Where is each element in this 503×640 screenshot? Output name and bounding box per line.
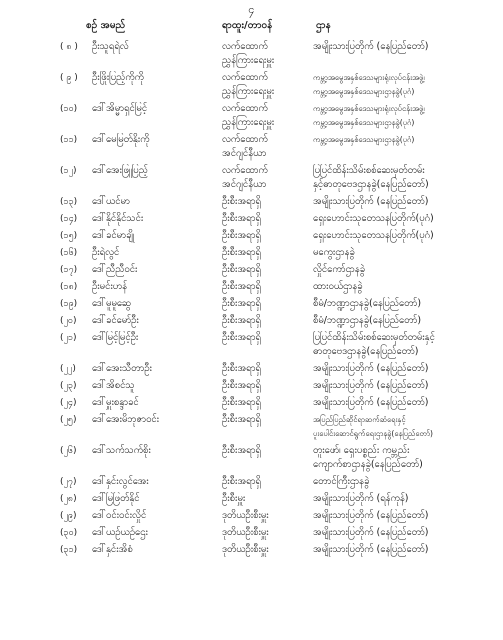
row-name: ဒေါ်ခင်မာချို (92, 230, 135, 241)
row-serial: (၂၄) (60, 398, 77, 408)
row-role-line: လက်ထောက် (222, 134, 268, 145)
row-name: ဒေါ်အေးသီတာဦး (92, 363, 152, 374)
row-role-line: ဦးစီးအရာရှိ (222, 476, 261, 487)
row-role-line: ဦးစီးအရာရှိ (222, 281, 261, 292)
row-department (313, 526, 498, 540)
row-department-line: မကွေးဌာနခွဲ (313, 247, 355, 258)
row-department-line: အပြည်ပြည်ဆိုင်ရာဆက်ဆံရေးနှင့် (313, 415, 406, 424)
row-role (222, 526, 310, 540)
table-header (0, 18, 503, 34)
row-role-line: ဦးစီးအရာရှိ (222, 397, 261, 408)
row-name: ဒေါ်အိစင်သူ (92, 380, 135, 391)
row-department-line: တူးဖော်၊ ရှေးပစ္စည်း ကမ္ဘည်း (313, 445, 410, 456)
header-serial-name: စဉ် အမည် (86, 20, 126, 31)
row-name: ဒေါ်မြဖြတ်နိုင် (92, 493, 140, 504)
row-name: ဒေါ်မြင့်မြင့်ဦး (92, 332, 139, 343)
row-name: ဒေါ်အိမ္မာရှင်မြင့် (92, 103, 148, 114)
row-name: ဒေါ်အေးဖြူပြည့် (92, 165, 148, 176)
table-row (0, 246, 503, 260)
row-department (313, 263, 498, 277)
row-role (222, 362, 310, 376)
row-department (313, 164, 498, 192)
row-department-line: ရှေးဟောင်းသုတေသနပြတိုက်(ပုဂံ) (313, 213, 434, 224)
row-serial: (၁၈) (60, 282, 78, 292)
row-role-line: ဦးစီးအရာရှိ (222, 332, 261, 343)
row-name: ဒေါ်ယဉ်ယဉ်ဌေး (92, 527, 148, 538)
table-row (0, 413, 503, 441)
row-role-line: ညွှန်ကြားရေးမှူး (222, 55, 275, 66)
row-role-line: ဦးစီးအရာရှိ (222, 380, 261, 391)
row-department (313, 229, 498, 243)
row-department-line: အမျိုးသားပြတိုက် (နေပြည်တော်) (313, 397, 429, 408)
row-role (222, 40, 310, 68)
row-serial: (၂၉) (60, 511, 77, 521)
table-row (0, 297, 503, 311)
table-row (0, 263, 503, 277)
row-department-line: ပူးပေါင်းဆောင်ရွက်ရေးဌာနခွဲ(နေပြည်တော်) (313, 429, 433, 438)
row-department-line: အမျိုးသားပြတိုက် (ရန်ကုန်) (313, 493, 409, 504)
row-department (313, 246, 498, 260)
row-name: ဒေါ်ညီညီဝင်း (92, 264, 138, 275)
row-role-line: ဦးစီးအရာရှိ (222, 264, 261, 275)
row-name: ဒေါ်နှင်းလွင်အေး (92, 476, 149, 487)
row-department-line: ကမ္ဘာ့အမွေအနှစ်ဒေသများဌာနခွဲ(ပုဂံ) (313, 87, 415, 96)
row-role (222, 164, 310, 192)
row-name: ဒေါ်ယင်မာ (92, 196, 130, 207)
row-name: ဦးသူရရဲလ် (92, 41, 129, 52)
row-role-line: အင်ဂျင်နီယာ (222, 148, 267, 159)
table-row (0, 40, 503, 68)
row-department-line: အမျိုးသားပြတိုက် (နေပြည်တော်) (313, 527, 429, 538)
row-department-line: အမျိုးသားပြတိုက် (နေပြည်တော်) (313, 196, 429, 207)
row-role (222, 263, 310, 277)
row-name: ဒေါ်နိုင်နိုင်သင်း (92, 213, 144, 224)
row-role (222, 297, 310, 311)
table-row (0, 379, 503, 393)
row-department (313, 40, 498, 54)
row-department (313, 413, 498, 441)
row-role (222, 444, 310, 458)
row-department (313, 362, 498, 376)
table-row (0, 492, 503, 506)
row-department-line: အမျိုးသားပြတိုက် (နေပြည်တော်) (313, 544, 429, 555)
row-role (222, 280, 310, 294)
row-department-line: ထားဝယ်ဌာနခွဲ (313, 281, 363, 292)
row-serial: (၃၀) (60, 528, 78, 538)
row-serial: (၁၀) (60, 104, 78, 114)
row-department (313, 475, 498, 489)
table-row (0, 164, 503, 192)
row-role-line: ဦးစီးအရာရှိ (222, 445, 261, 456)
row-name: ဒေါ်သက်သက်စိုး (92, 445, 151, 456)
row-role (222, 314, 310, 328)
row-serial: (၂၁) (60, 333, 77, 343)
row-department-line: အမျိုးသားပြတိုက် (နေပြည်တော်) (313, 363, 429, 374)
row-role-line: ဒုတိယဦးစီးမှူး (222, 544, 269, 555)
row-department-line: အမျိုးသားပြတိုက် (နေပြည်တော်) (313, 41, 429, 52)
row-name: ဒေါ်မူမူဆွေ (92, 298, 131, 309)
row-department-line: ကျောက်စာဌာနခွဲ(နေပြည်တော်) (313, 459, 423, 470)
row-serial: (၃၁) (60, 545, 78, 555)
row-department (313, 102, 498, 130)
row-name: ဒေါ်မေမြတ်နိုးကို (92, 134, 150, 145)
row-department-line: ကမ္ဘာ့အမွေအနှစ်ဒေသများရုံးလုပ်ငန်းအဖွဲ့၊ (313, 73, 425, 82)
row-serial: (၁၃) (60, 197, 78, 207)
row-name: ဦးမင်းဟန် (92, 281, 128, 292)
row-serial: (၂၈) (60, 494, 77, 504)
table-row (0, 509, 503, 523)
row-role-line: လက်ထောက် (222, 72, 268, 83)
row-department-line: စီမံ/ဘဏ္ဍာဌာနခွဲ(နေပြည်တော်) (313, 315, 422, 326)
row-serial: (၂၀) (60, 316, 77, 326)
row-department-line: ရှေးဟောင်းသုတေသနပြတိုက်(ပုဂံ) (313, 230, 434, 241)
table-row (0, 195, 503, 209)
row-role-line: လက်ထောက် (222, 103, 268, 114)
row-role (222, 379, 310, 393)
table-row (0, 229, 503, 243)
table-row (0, 71, 503, 99)
row-serial: (၂၂) (60, 364, 76, 374)
header-role: ရာထူး/တာဝန် (222, 20, 273, 31)
row-role-line: ညွှန်ကြားရေးမှူး (222, 117, 275, 128)
row-role-line: ဦးစီးအရာရှိ (222, 414, 261, 425)
header-department: ဌာန (316, 20, 331, 31)
table-row (0, 362, 503, 376)
row-department-line: ကမ္ဘာ့အမွေအနှစ်ဒေသများရုံးလုပ်ငန်းအဖွဲ့၊ (313, 104, 425, 113)
row-department-line: ကမ္ဘာ့အမွေအနှစ်ဒေသများဌာနခွဲ(ပုဂံ) (313, 135, 415, 144)
row-serial: (၁၆) (60, 248, 78, 258)
row-serial: ( ၉ ) (60, 73, 78, 83)
row-role (222, 413, 310, 427)
row-role-line: လက်ထောက် (222, 165, 268, 176)
row-role (222, 195, 310, 209)
row-serial: (၁၄) (60, 214, 78, 224)
table-row (0, 543, 503, 557)
row-name: ဒေါ်အေးမိဘုဇာဝင်း (92, 414, 160, 425)
row-department (313, 212, 498, 226)
row-role (222, 396, 310, 410)
row-name: ဒေါ်မှူးစန္ဒာခင် (92, 397, 139, 408)
table-row (0, 396, 503, 410)
row-department-line: လှိုင်ကော်ဌာနခွဲ (313, 264, 365, 275)
row-role (222, 212, 310, 226)
row-department-line: စီမံ/ဘဏ္ဍာဌာနခွဲ(နေပြည်တော်) (313, 298, 422, 309)
row-department-line: နှင့်ဓာတုဗေဒဌာနခွဲ(နေပြည်တော်) (313, 179, 429, 190)
table-row (0, 102, 503, 130)
row-serial: (၁၇) (60, 265, 78, 275)
row-role-line: ဒုတိယဦးစီးမှူး (222, 510, 269, 521)
row-role-line: ဦးစီးအရာရှိ (222, 315, 261, 326)
row-department (313, 195, 498, 209)
row-department (313, 379, 498, 393)
row-role-line: အင်ဂျင်နီယာ (222, 179, 267, 190)
table-row (0, 133, 503, 161)
row-role-line: ဦးစီးအရာရှိ (222, 247, 261, 258)
row-name: ဒေါ်ဝင်းဝင်းလှိုင် (92, 510, 147, 521)
row-role (222, 543, 310, 557)
row-department-line: ပြပြင်ထိန်းသိမ်းစစ်ဆေးမှတ်တမ်း (313, 165, 425, 176)
table-row (0, 212, 503, 226)
table-row (0, 314, 503, 328)
row-role (222, 133, 310, 161)
row-role-line: ဒုတိယဦးစီးမှူး (222, 527, 269, 538)
row-serial: (၁၂) (60, 166, 77, 176)
page-number: ၄ (248, 3, 255, 16)
row-role-line: ဦးစီးမှူး (222, 493, 246, 504)
row-role-line: ဦးစီးအရာရှိ (222, 196, 261, 207)
row-role-line: ဦးစီးအရာရှိ (222, 298, 261, 309)
row-name: ဦးရဲလွင် (92, 247, 120, 258)
row-role (222, 509, 310, 523)
table-row (0, 526, 503, 540)
row-serial: (၂၇) (60, 477, 77, 487)
row-department-line: တောင်ကြီးဌာနခွဲ (313, 476, 370, 487)
row-serial: (၁၁) (60, 135, 78, 145)
row-department-line: အမျိုးသားပြတိုက် (နေပြည်တော်) (313, 510, 429, 521)
row-serial: (၂၅) (60, 415, 77, 425)
row-role-line: လက်ထောက် (222, 41, 268, 52)
table-row (0, 444, 503, 472)
row-role-line: ဦးစီးအရာရှိ (222, 213, 261, 224)
row-role (222, 229, 310, 243)
row-serial: (၂၆) (60, 446, 77, 456)
row-department (313, 71, 498, 99)
row-department-line: ကမ္ဘာ့အမွေအနှစ်ဒေသများဌာနခွဲ(ပုဂံ) (313, 118, 415, 127)
row-department (313, 396, 498, 410)
row-department-line: ဓာတုဗေဒဌာနခွဲ(နေပြည်တော်) (313, 346, 419, 357)
row-name: ဒေါ်ခင်မော်ဦး (92, 315, 139, 326)
row-department (313, 492, 498, 506)
row-serial: (၂၃) (60, 381, 77, 391)
row-role (222, 71, 310, 99)
row-role-line: ဦးစီးအရာရှိ (222, 363, 261, 374)
row-department (313, 133, 498, 147)
row-role-line: ဦးစီးအရာရှိ (222, 230, 261, 241)
table-row (0, 475, 503, 489)
row-serial: (၁၉) (60, 299, 78, 309)
row-department (313, 509, 498, 523)
row-role (222, 331, 310, 345)
row-department-line: ပြပြင်ထိန်းသိမ်းစစ်ဆေးမှတ်တမ်းနှင့် (313, 332, 435, 343)
row-department (313, 314, 498, 328)
row-serial: ( ၈ ) (60, 42, 78, 52)
row-role (222, 246, 310, 260)
table-row (0, 280, 503, 294)
row-department (313, 297, 498, 311)
row-name: ဦးဖြိုးပြည့်ကိုကို (92, 72, 144, 83)
row-role-line: ညွှန်ကြားရေးမှူး (222, 86, 275, 97)
row-serial: (၁၅) (60, 231, 78, 241)
table-row (0, 331, 503, 359)
row-role (222, 475, 310, 489)
row-department-line: အမျိုးသားပြတိုက် (နေပြည်တော်) (313, 380, 429, 391)
row-department (313, 543, 498, 557)
row-role (222, 102, 310, 130)
row-department (313, 444, 498, 472)
row-name: ဒေါ်နှင်းအိစံ (92, 544, 133, 555)
row-role (222, 492, 310, 506)
row-department (313, 280, 498, 294)
row-department (313, 331, 498, 359)
